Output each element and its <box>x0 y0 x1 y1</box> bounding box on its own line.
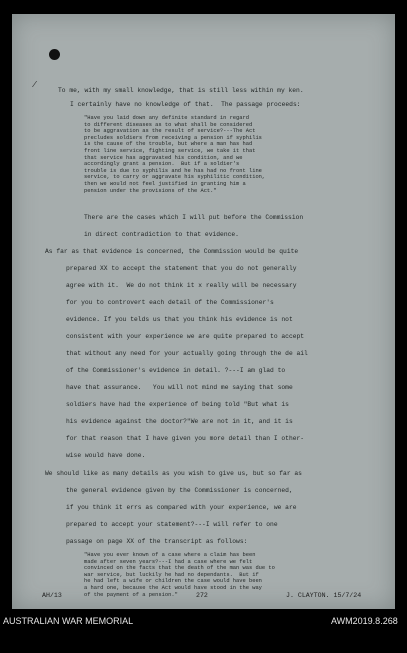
quote-line: accordingly grant a pension. But if a soldier's <box>84 161 240 168</box>
quote-line: war service, but luckily he had no dependants. But if <box>84 571 259 578</box>
caption-institution: AUSTRALIAN WAR MEMORIAL <box>3 616 134 626</box>
text-line: the general evidence given by the Commissioner is concerned, <box>66 487 293 494</box>
text-line: prepared to accept your statement?---I will refer to one <box>66 521 278 528</box>
text-line: have that assurance. You will not mind me saying that some <box>66 384 293 391</box>
footer-witness-date: J. CLAYTON. 15/7/24 <box>286 592 362 599</box>
quote-line: pension under the provisions of the Act." <box>84 187 217 194</box>
text-line: wise would have done. <box>66 452 146 459</box>
quote-line: "Have you ever known of a case where a claim has been <box>84 552 256 558</box>
quote-line: front line service, fighting service, we take it that <box>84 148 256 154</box>
text-line: of the Commissioner's evidence in detail. ?---I am glad to <box>66 367 286 374</box>
text-line: evidence. If you telds us that you think his evidence is not <box>66 316 293 323</box>
text-line: in direct contradiction to that evidence. <box>84 231 239 238</box>
quote-line: then we would not feel justified in granting him a <box>84 181 246 187</box>
quote-line: he had left a wife or children the case would have been <box>84 578 262 585</box>
text-line: prepared XX to accept the statement that you do not generally <box>66 265 297 272</box>
quote-line: trouble is due to syphilis and he has had no front line <box>84 167 262 174</box>
quote-line: to different diseases as to what shall be considered <box>84 121 253 128</box>
text-line: passage on page XX of the transcript as follows: <box>66 538 248 545</box>
punch-hole <box>49 49 60 60</box>
document-page <box>12 14 395 609</box>
quote-line: to be aggravation as the result of service?---The Act <box>84 128 256 135</box>
margin-mark: / <box>32 81 37 90</box>
quote-line: made after seven years?---I had a case where we felt <box>84 558 253 565</box>
quote-line: service, to carry or aggravate his syphilitic condition, <box>84 174 266 181</box>
quote-line: precludes soldiers from receiving a pension if syphilis <box>84 134 262 141</box>
text-line: agree with it. We do not think it x really will be necessary <box>66 282 297 289</box>
text-line: To me, with my small knowledge, that is still less within my ken. <box>58 87 304 94</box>
quote-line: that service has aggravated his condition, and we <box>84 154 243 161</box>
text-line: that without any need for your actually going through the de ail <box>66 350 308 357</box>
text-line: if you think it errs as compared with your experience, we are <box>66 504 297 511</box>
caption-accession-number: AWM2019.8.268 <box>331 616 398 626</box>
text-line: We should like as many details as you wish to give us, but so far as <box>45 470 302 477</box>
quote-line: of the payment of a pension." <box>84 591 178 598</box>
text-line: for you to controvert each detail of the Commissioner's <box>66 299 274 306</box>
text-line: his evidence against the doctor?"We are not in it, and it is <box>66 418 293 425</box>
text-line: consistent with your experience we are quite prepared to accept <box>66 333 305 340</box>
quote-line: convinced on the facts that the death of the man was due to <box>84 565 275 572</box>
text-line: There are the cases which I will put before the Commission <box>84 214 304 221</box>
text-line: for that reason that I have given you more detail than I other- <box>66 435 305 442</box>
text-line: soldiers have had the experience of being told "But what is <box>66 401 289 408</box>
quote-line: is the cause of the trouble, but where a man has had <box>84 141 253 148</box>
text-line: As far as that evidence is concerned, the Commission would be quite <box>45 248 299 255</box>
quote-line: a hard one, because the Act would have stood in the way <box>84 585 262 591</box>
footer-typist-code: AH/13 <box>42 592 62 599</box>
quote-line: "Have you laid down any definite standard in regard <box>84 115 249 121</box>
footer-page-number: 272 <box>196 592 208 599</box>
text-line: I certainly have no knowledge of that. The passage proceeds: <box>70 101 301 108</box>
